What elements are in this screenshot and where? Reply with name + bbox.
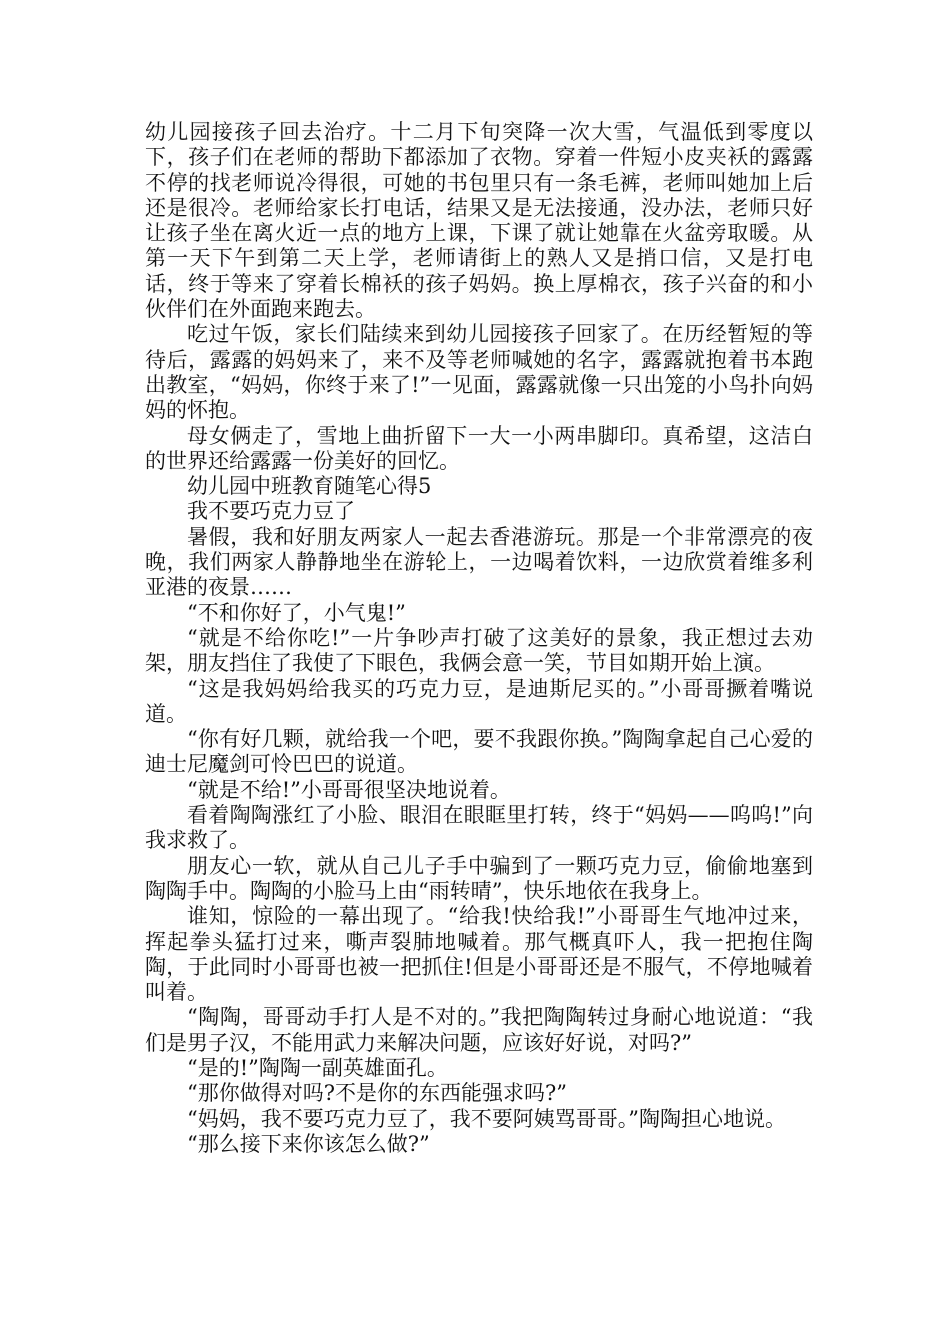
document-body (145, 120, 813, 1157)
paragraph-17: “那么接下来你该怎么做?” (187, 1131, 430, 1156)
essay-title: 我不要巧克力豆了 (187, 499, 355, 524)
paragraph-15: “那你做得对吗?不是你的东西能强求吗?” (187, 1081, 567, 1106)
paragraph-14: “是的!”陶陶一副英雄面孔。 (187, 1055, 448, 1080)
paragraph-2: 吃过午饭，家长们陆续来到幼儿园接孩子回家了。在历经暂短的等待后，露露的妈妈来了，来不及等老师喊她的名字，露露就抱着书本跑出教室，“妈妈，你终于来了!”一见面，露露就像一只出笼的小鸟扑向妈妈的怀抱。 (145, 322, 813, 423)
paragraph-4: 暑假，我和好朋友两家人一起去香港游玩。那是一个非常漂亮的夜晚，我们两家人静静地坐在游轮上，一边喝着饮料，一边欣赏着维多利亚港的夜景…… (145, 524, 813, 600)
paragraph-3: 母女俩走了，雪地上曲折留下一大一小两串脚印。真希望，这洁白的世界还给露露一份美好的回忆。 (145, 423, 813, 473)
paragraph-5: “不和你好了，小气鬼!” (187, 600, 406, 625)
paragraph-13: “陶陶，哥哥动手打人是不对的。”我把陶陶转过身耐心地说道：“我们是男子汉，不能用武力来解决问题，应该好好说，对吗?” (145, 1005, 813, 1055)
paragraph-6: “就是不给你吃!”一片争吵声打破了这美好的景象，我正想过去劝架，朋友挡住了我使了下眼色，我俩会意一笑，节目如期开始上演。 (145, 625, 813, 676)
paragraph-12: 谁知，惊险的一幕出现了。“给我!快给我!”小哥哥生气地冲过来，挥起拳头猛打过来，嘶声裂肺地喊着。那气概真吓人，我一把抱住陶陶，于此同时小哥哥也被一把抓住!但是小哥哥还是不服气，不停地喊着叫着。 (145, 904, 813, 1005)
section-title: 幼儿园中班教育随笔心得5 (187, 474, 432, 499)
paragraph-8: “你有好几颗，就给我一个吧，要不我跟你换。”陶陶拿起自己心爱的迪士尼魔剑可怜巴巴的说道。 (145, 727, 813, 777)
paragraph-10: 看着陶陶涨红了小脸、眼泪在眼眶里打转，终于“妈妈——呜呜!”向我求救了。 (145, 803, 813, 853)
paragraph-1: 幼儿园接孩子回去治疗。十二月下旬突降一次大雪，气温低到零度以下，孩子们在老师的帮助下都添加了衣物。穿着一件短小皮夹袄的露露不停的找老师说冷得很，可她的书包里只有一条毛裤，老师叫她加上后还是很冷。老师给家长打电话，结果又是无法接通，没办法，老师只好让孩子坐在离火近一点的地方上课，下课了就让她靠在火盆旁取暖。从第一天下午到第二天上学，老师请街上的熟人又是捎口信，又是打电话，终于等来了穿着长棉袄的孩子妈妈。换上厚棉衣，孩子兴奋的和小伙伴们在外面跑来跑去。 (145, 120, 813, 322)
paragraph-16: “妈妈，我不要巧克力豆了，我不要阿姨骂哥哥。”陶陶担心地说。 (187, 1106, 786, 1131)
paragraph-9: “就是不给!”小哥哥很坚决地说着。 (187, 777, 511, 802)
paragraph-11: 朋友心一软，就从自己儿子手中骗到了一颗巧克力豆，偷偷地塞到陶陶手中。陶陶的小脸马上由“雨转晴”，快乐地依在我身上。 (145, 853, 813, 903)
paragraph-7: “这是我妈妈给我买的巧克力豆，是迪斯尼买的。”小哥哥撅着嘴说道。 (145, 676, 813, 726)
